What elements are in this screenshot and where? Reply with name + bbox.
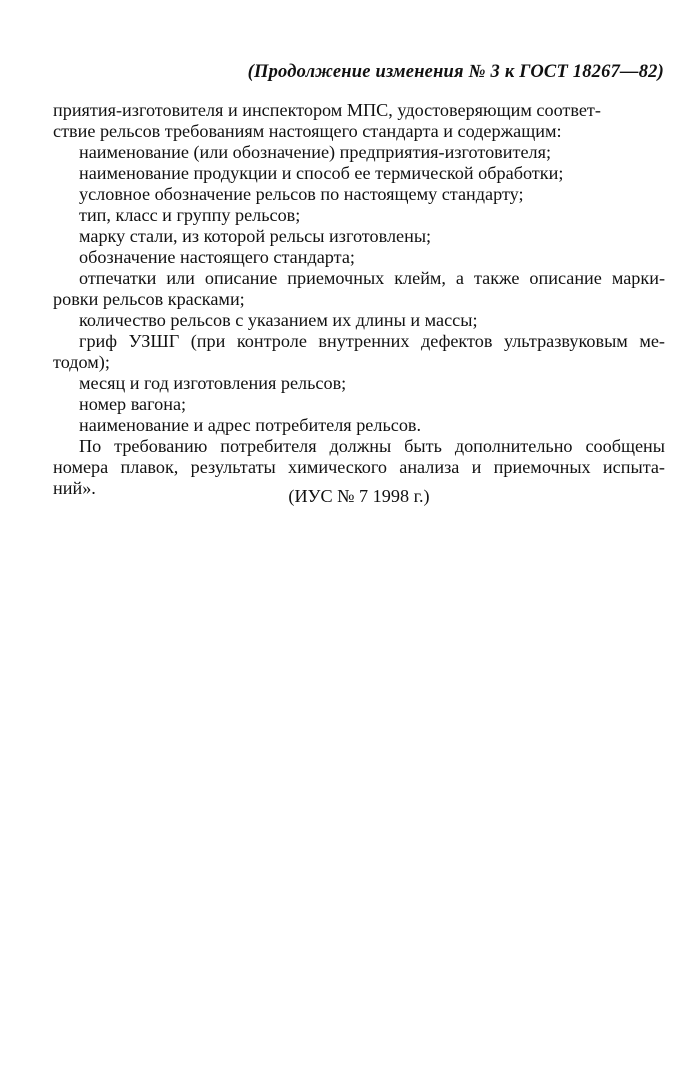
paragraph-line: ний». [53, 478, 96, 498]
list-item: обозначение настоящего стандарта; [79, 247, 355, 267]
list-item-continuation: ровки рельсов красками; [53, 289, 245, 309]
paragraph-line: номера плавок, результаты химического анализа и приемочных испыта- [53, 457, 665, 477]
document-body [53, 100, 665, 499]
list-item: отпечатки или описание приемочных клейм, а также описание марки- [79, 268, 665, 288]
list-item: номер вагона; [79, 394, 187, 414]
list-item: наименование продукции и способ ее термической обработки; [79, 163, 564, 183]
list-item: гриф УЗШГ (при контроле внутренних дефектов ультразвуковым ме- [79, 331, 665, 351]
page-header-continuation-note: (Продолжение изменения № 3 к ГОСТ 18267—82) [247, 62, 664, 82]
text-line: ствие рельсов требованиям настоящего стандарта и содержащим: [53, 121, 562, 141]
list-item-continuation: тодом); [53, 352, 110, 372]
list-item: марку стали, из которой рельсы изготовлены; [79, 226, 432, 246]
source-reference: (ИУС № 7 1998 г.) [288, 486, 430, 506]
list-item: условное обозначение рельсов по настоящему стандарту; [79, 184, 524, 204]
text-line: приятия-изготовителя и инспектором МПС, удостоверяющим соответ- [53, 100, 601, 120]
list-item: количество рельсов с указанием их длины и массы; [79, 310, 478, 330]
list-item: наименование (или обозначение) предприятия-изготовителя; [79, 142, 552, 162]
list-item: тип, класс и группу рельсов; [79, 205, 301, 225]
paragraph-line: По требованию потребителя должны быть дополнительно сообщены [79, 436, 665, 456]
list-item: месяц и год изготовления рельсов; [79, 373, 347, 393]
list-item: наименование и адрес потребителя рельсов. [79, 415, 422, 435]
